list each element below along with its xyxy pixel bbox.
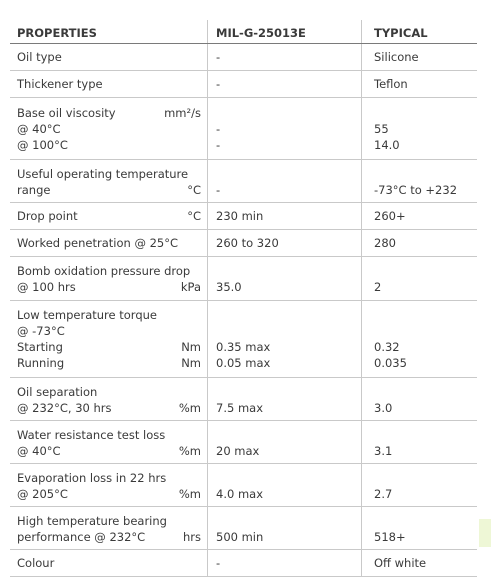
- property-line: [17, 137, 201, 153]
- property-label: range: [17, 183, 51, 197]
- spec-value: 35.0: [216, 280, 242, 294]
- typical-cell: [361, 378, 477, 420]
- spec-value: 7.5 max: [216, 401, 263, 415]
- property-cell: [10, 230, 207, 256]
- property-cell: [10, 464, 207, 506]
- spec-value: 500 min: [216, 530, 264, 544]
- typical-value: [374, 384, 477, 400]
- spec-cell: [207, 464, 361, 506]
- typical-cell: [361, 44, 477, 70]
- spec-cell: [207, 301, 361, 377]
- spec-value: -: [216, 122, 221, 136]
- property-line: [17, 49, 201, 65]
- property-unit: %m: [178, 401, 201, 415]
- property-label: @ 100°C: [17, 138, 68, 152]
- property-unit: °C: [187, 209, 201, 223]
- typical-cell: [361, 421, 477, 463]
- property-line: [17, 529, 201, 545]
- property-cell: [10, 71, 207, 97]
- spec-value: -: [216, 138, 221, 152]
- property-line: [17, 400, 201, 416]
- property-line: [17, 339, 201, 355]
- property-line: [17, 105, 201, 121]
- property-label: Drop point: [17, 209, 78, 223]
- spec-cell: [207, 44, 361, 70]
- spec-cell: [207, 98, 361, 159]
- property-line: [17, 323, 201, 339]
- property-cell: [10, 421, 207, 463]
- header-typical: TYPICAL: [361, 20, 477, 43]
- property-label: @ 205°C: [17, 487, 68, 501]
- property-line: [17, 121, 201, 137]
- typical-value: 0.32: [374, 340, 400, 354]
- property-label: Evaporation loss in 22 hrs: [17, 471, 167, 485]
- spec-cell: [207, 71, 361, 97]
- typical-value: Off white: [374, 556, 427, 570]
- typical-value: [374, 323, 477, 339]
- typical-cell: [361, 507, 477, 549]
- spec-cell: [207, 550, 361, 576]
- spec-value: -: [216, 77, 221, 91]
- typical-cell: [361, 257, 477, 300]
- spec-value: 260 to 320: [216, 236, 279, 250]
- typical-value: 14.0: [374, 138, 400, 152]
- typical-value: [374, 427, 477, 443]
- typical-cell: [361, 203, 477, 229]
- property-cell: [10, 378, 207, 420]
- property-label: @ 232°C, 30 hrs: [17, 401, 112, 415]
- property-line: [17, 182, 201, 198]
- property-unit: Nm: [181, 340, 201, 354]
- property-cell: [10, 301, 207, 377]
- spec-value: 0.05 max: [216, 356, 271, 370]
- spec-cell: [207, 203, 361, 229]
- typical-value: -73°C to +232: [374, 183, 458, 197]
- table-row: [10, 301, 477, 378]
- property-unit: hrs: [182, 530, 201, 544]
- property-unit: %m: [178, 444, 201, 458]
- spec-value: [216, 323, 361, 339]
- table-row: [10, 160, 477, 203]
- typical-value: 55: [374, 122, 389, 136]
- property-label: Bomb oxidation pressure drop: [17, 264, 191, 278]
- typical-value: [374, 307, 477, 323]
- page-corner-accent: [479, 519, 491, 547]
- property-line: [17, 76, 201, 92]
- property-label: @ 40°C: [17, 122, 61, 136]
- table-body: [10, 44, 477, 577]
- spec-cell: [207, 257, 361, 300]
- typical-value: 2.7: [374, 487, 393, 501]
- property-line: [17, 307, 201, 323]
- spec-cell: [207, 507, 361, 549]
- spec-value: -: [216, 556, 221, 570]
- property-label: Oil type: [17, 50, 62, 64]
- property-label: Starting: [17, 340, 63, 354]
- property-cell: [10, 507, 207, 549]
- header-properties: PROPERTIES: [17, 26, 97, 40]
- table-row: [10, 203, 477, 230]
- property-line: [17, 384, 201, 400]
- property-line: [17, 166, 201, 182]
- spec-value: [216, 307, 361, 323]
- property-label: Base oil viscosity: [17, 106, 116, 120]
- property-line: [17, 470, 201, 486]
- property-label: Water resistance test loss: [17, 428, 166, 442]
- typical-value: Silicone: [374, 50, 419, 64]
- property-line: [17, 427, 201, 443]
- property-label: Useful operating temperature: [17, 167, 189, 181]
- property-label: Thickener type: [17, 77, 103, 91]
- typical-value: [374, 166, 477, 182]
- property-label: performance @ 232°C: [17, 530, 146, 544]
- property-line: [17, 486, 201, 502]
- property-line: [17, 235, 201, 251]
- table-row: [10, 257, 477, 301]
- header-spec: MIL-G-25013E: [207, 20, 361, 43]
- property-line: [17, 555, 201, 571]
- property-unit: mm²/s: [164, 106, 201, 120]
- spec-value: 230 min: [216, 209, 264, 223]
- property-label: Worked penetration @ 25°C: [17, 236, 179, 250]
- property-cell: [10, 98, 207, 159]
- spec-value: [216, 105, 361, 121]
- table-row: [10, 378, 477, 421]
- property-unit: kPa: [180, 280, 201, 294]
- typical-value: Teflon: [374, 77, 408, 91]
- table-row: [10, 230, 477, 257]
- typical-value: [374, 263, 477, 279]
- table-row: [10, 421, 477, 464]
- property-cell: [10, 160, 207, 202]
- table-row: [10, 464, 477, 507]
- property-label: Low temperature torque: [17, 308, 157, 322]
- typical-cell: [361, 71, 477, 97]
- spec-value: -: [216, 183, 221, 197]
- typical-value: [374, 470, 477, 486]
- property-cell: [10, 44, 207, 70]
- spec-cell: [207, 421, 361, 463]
- property-label: @ -73°C: [17, 324, 65, 338]
- typical-value: 3.1: [374, 444, 393, 458]
- property-label: Running: [17, 356, 65, 370]
- property-unit: °C: [187, 183, 201, 197]
- spec-value: -: [216, 50, 221, 64]
- spec-value: [216, 427, 361, 443]
- typical-cell: [361, 464, 477, 506]
- property-label: Oil separation: [17, 385, 98, 399]
- typical-value: [374, 513, 477, 529]
- typical-value: 280: [374, 236, 396, 250]
- typical-cell: [361, 550, 477, 576]
- spec-cell: [207, 230, 361, 256]
- table-row: [10, 550, 477, 577]
- spec-value: 4.0 max: [216, 487, 263, 501]
- property-line: [17, 263, 201, 279]
- table-row: [10, 98, 477, 160]
- property-line: [17, 443, 201, 459]
- typical-value: 260+: [374, 209, 406, 223]
- properties-table: [10, 20, 477, 577]
- spec-cell: [207, 378, 361, 420]
- typical-value: 0.035: [374, 356, 407, 370]
- typical-cell: [361, 98, 477, 159]
- typical-cell: [361, 160, 477, 202]
- property-line: [17, 279, 201, 295]
- property-unit: %m: [178, 487, 201, 501]
- typical-value: [374, 105, 477, 121]
- table-row: [10, 44, 477, 71]
- property-cell: [10, 203, 207, 229]
- spec-value: [216, 263, 361, 279]
- spec-value: [216, 513, 361, 529]
- table-row: [10, 507, 477, 550]
- typical-cell: [361, 230, 477, 256]
- typical-value: 518+: [374, 530, 406, 544]
- property-line: [17, 513, 201, 529]
- property-label: @ 100 hrs: [17, 280, 76, 294]
- property-line: [17, 355, 201, 371]
- typical-value: 2: [374, 280, 382, 294]
- spec-value: [216, 470, 361, 486]
- table-row: [10, 71, 477, 98]
- spec-value: 0.35 max: [216, 340, 271, 354]
- property-label: High temperature bearing: [17, 514, 167, 528]
- typical-cell: [361, 301, 477, 377]
- spec-value: 20 max: [216, 444, 260, 458]
- spec-cell: [207, 160, 361, 202]
- property-cell: [10, 257, 207, 300]
- table-header-row: [10, 20, 477, 44]
- property-label: Colour: [17, 556, 55, 570]
- property-line: [17, 208, 201, 224]
- property-cell: [10, 550, 207, 576]
- spec-value: [216, 384, 361, 400]
- property-label: @ 40°C: [17, 444, 61, 458]
- typical-value: 3.0: [374, 401, 393, 415]
- property-unit: Nm: [181, 356, 201, 370]
- spec-value: [216, 166, 361, 182]
